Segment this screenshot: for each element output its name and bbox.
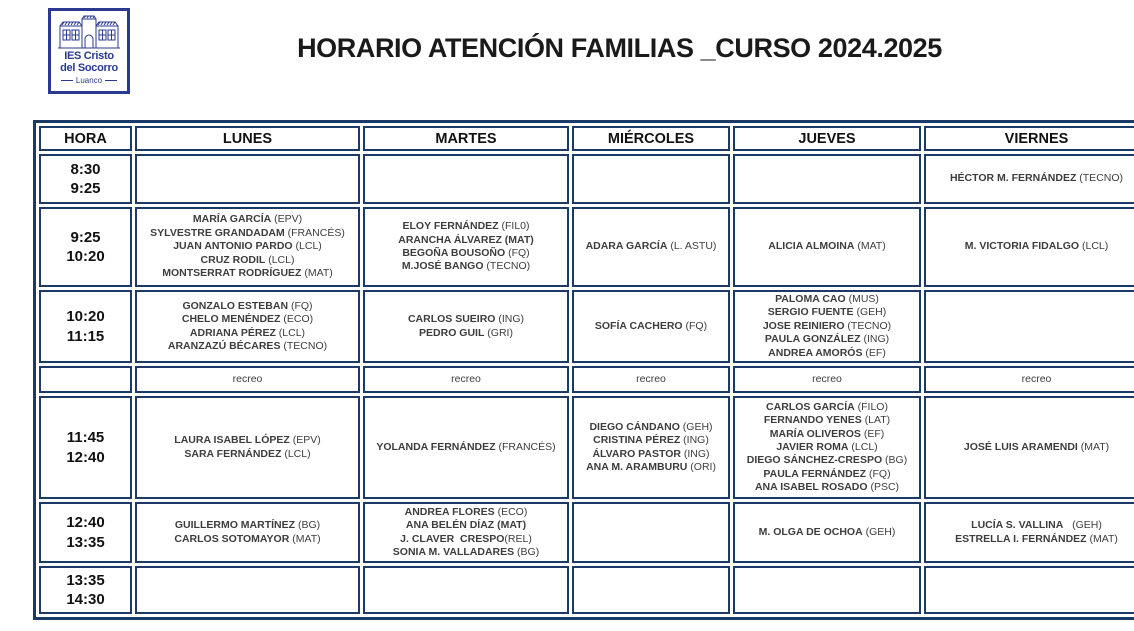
town-rule-right	[105, 80, 117, 81]
schedule-cell-viernes	[924, 290, 1134, 363]
teacher-entry	[140, 340, 355, 353]
teacher-entry	[140, 300, 355, 313]
teacher-subject: (LCL)	[292, 240, 322, 253]
teacher-name: PEDRO GUIL	[419, 326, 485, 339]
teacher-subject: (FQ)	[288, 299, 313, 312]
teacher-name: PAULA FERNÁNDEZ	[763, 467, 867, 480]
schedule-cell-martes	[363, 502, 569, 563]
teacher-name: CARLOS SOTOMAYOR	[174, 532, 290, 545]
teacher-subject: (ING)	[860, 333, 890, 346]
schedule-cell-miércoles	[572, 290, 730, 363]
teacher-subject: (FRANCÉS)	[284, 226, 345, 239]
teacher-name: M. VICTORIA FIDALGO	[964, 240, 1080, 253]
teacher-name: ARANZAZÚ BÉCARES	[167, 340, 281, 353]
teacher-entry	[738, 454, 916, 467]
teacher-subject: (ING)	[680, 447, 710, 460]
teacher-name: CARLOS GARCÍA	[766, 400, 855, 413]
teacher-name: SOFÍA CACHERO	[594, 319, 683, 332]
teacher-subject: (TECNO)	[483, 260, 531, 273]
school-name-line2: del Socorro	[60, 62, 118, 74]
teacher-subject: (BG)	[882, 454, 908, 467]
teacher-name: HÉCTOR M. FERNÁNDEZ	[949, 172, 1077, 185]
teacher-entry	[368, 533, 564, 546]
teacher-subject: (GRI)	[484, 326, 513, 339]
time-start: 10:20	[66, 308, 105, 326]
teacher-subject: (MAT)	[501, 233, 534, 246]
time-cell	[39, 154, 132, 204]
teacher-subject: (FIL0)	[498, 220, 530, 233]
teacher-name: CRISTINA PÉREZ	[593, 434, 681, 447]
teacher-subject: (EPV)	[289, 434, 321, 447]
teacher-entry	[140, 519, 355, 532]
teacher-name: DIEGO CÁNDANO	[589, 420, 680, 433]
teacher-subject: (GEH)	[1063, 519, 1102, 532]
teacher-name: FERNANDO YENES	[763, 414, 862, 427]
teacher-name: ALICIA ALMOINA	[768, 240, 855, 253]
school-name-line1: IES Cristo	[64, 50, 114, 62]
teacher-name: LAURA ISABEL LÓPEZ	[174, 434, 290, 447]
teacher-subject: (FQ)	[866, 467, 891, 480]
teacher-name: PALOMA CAO	[775, 293, 846, 305]
schedule-cell-lunes	[135, 154, 360, 204]
teacher-entry	[738, 333, 916, 346]
teacher-subject: (TECNO)	[280, 340, 328, 353]
page-title: HORARIO ATENCIÓN FAMILIAS _CURSO 2024.2025	[297, 33, 942, 63]
teacher-subject: (ING)	[680, 434, 709, 447]
teacher-subject: (ECO)	[494, 505, 528, 518]
teacher-entry	[140, 227, 355, 240]
teacher-name: ELOY FERNÁNDEZ	[402, 220, 499, 233]
teacher-subject: (MAT)	[1086, 532, 1118, 545]
teacher-name: M. OLGA DE OCHOA	[758, 525, 863, 538]
teacher-subject: (TECNO)	[1076, 172, 1124, 185]
teacher-entry	[929, 441, 1134, 454]
teacher-entry	[368, 247, 564, 260]
teacher-subject: (TECNO)	[844, 319, 892, 332]
schedule-cell-viernes	[924, 207, 1134, 287]
teacher-entry	[738, 526, 916, 539]
teacher-name: ANDREA FLORES	[404, 505, 495, 518]
teacher-entry	[738, 401, 916, 414]
schedule-cell-lunes	[135, 396, 360, 499]
teacher-subject: (REL)	[504, 532, 532, 545]
teacher-entry	[738, 293, 916, 306]
teacher-subject: (MUS)	[845, 293, 879, 305]
teacher-entry	[368, 506, 564, 519]
teacher-entry	[738, 428, 916, 441]
teacher-name: MARÍA OLIVEROS	[769, 427, 861, 440]
schedule-row	[39, 290, 1134, 363]
teacher-subject: (EF)	[862, 346, 886, 359]
teacher-subject: (LCL)	[275, 326, 306, 339]
teacher-name: ARANCHA ÁLVAREZ	[398, 233, 502, 246]
schedule-cell-viernes	[924, 154, 1134, 204]
column-header-jueves: JUEVES	[733, 126, 921, 151]
teacher-entry	[140, 327, 355, 340]
teacher-entry	[929, 172, 1134, 185]
schedule-cell-jueves	[733, 566, 921, 614]
column-header-lunes: LUNES	[135, 126, 360, 151]
schedule-cell-miércoles	[572, 566, 730, 614]
teacher-name: MARÍA GARCÍA	[192, 213, 272, 226]
teacher-subject: (BG)	[514, 546, 540, 559]
teacher-subject: (GEH)	[679, 420, 713, 433]
teacher-name: SONIA M. VALLADARES	[392, 546, 515, 559]
school-town	[51, 76, 127, 85]
teacher-subject: (PSC)	[867, 481, 900, 494]
teacher-subject: (LCL)	[1079, 240, 1109, 253]
column-header-hora: HORA	[39, 126, 132, 151]
teacher-name: YOLANDA FERNÁNDEZ	[376, 440, 496, 453]
teacher-subject: (GEH)	[862, 525, 896, 538]
teacher-name: ANDREA AMORÓS	[768, 346, 863, 359]
teacher-name: BEGOÑA BOUSOÑO	[402, 247, 506, 259]
break-cell-viernes: recreo	[924, 366, 1134, 393]
teacher-name: CRUZ RODIL	[200, 253, 266, 266]
town-rule-left	[61, 80, 73, 81]
time-cell	[39, 366, 132, 393]
teacher-name: GUILLERMO MARTÍNEZ	[174, 519, 296, 532]
teacher-subject: (L. ASTU)	[667, 240, 717, 253]
teacher-name: ANA M. ARAMBURU	[586, 461, 688, 474]
teacher-name: ANA BELÉN DÍAZ	[405, 519, 495, 532]
schedule-cell-miércoles	[572, 154, 730, 204]
time-start: 8:30	[70, 160, 101, 178]
teacher-name: JOSE REINIERO	[762, 319, 845, 332]
time-cell	[39, 290, 132, 363]
teacher-name: ADRIANA PÉREZ	[189, 326, 276, 339]
schedule-cell-jueves	[733, 396, 921, 499]
teacher-entry	[140, 313, 355, 326]
teacher-entry	[929, 519, 1134, 532]
schedule-cell-viernes	[924, 566, 1134, 614]
teacher-entry	[140, 448, 355, 461]
teacher-entry	[140, 254, 355, 267]
break-cell-lunes: recreo	[135, 366, 360, 393]
schedule-table	[33, 120, 1134, 620]
teacher-name: JAVIER ROMA	[776, 440, 849, 453]
teacher-name: GONZALO ESTEBAN	[182, 299, 289, 312]
header-row	[39, 126, 1134, 151]
school-town-label: Luanco	[75, 76, 103, 85]
teacher-entry	[140, 434, 355, 447]
teacher-entry	[738, 347, 916, 360]
schedule-cell-viernes	[924, 396, 1134, 499]
column-header-martes: MARTES	[363, 126, 569, 151]
teacher-entry	[577, 461, 725, 474]
teacher-entry	[929, 240, 1134, 253]
teacher-subject: (FQ)	[682, 319, 708, 332]
teacher-entry	[738, 240, 916, 253]
time-start: 12:40	[66, 514, 105, 532]
column-header-miércoles: MIÉRCOLES	[572, 126, 730, 151]
schedule-cell-martes	[363, 566, 569, 614]
schedule-cell-miércoles	[572, 502, 730, 563]
time-start: 11:45	[66, 429, 105, 447]
teacher-entry	[140, 213, 355, 226]
teacher-subject: (MAT)	[1077, 440, 1110, 453]
column-header-viernes: VIERNES	[924, 126, 1134, 151]
teacher-entry	[577, 320, 725, 333]
teacher-subject: (ECO)	[280, 313, 314, 326]
schedule-row	[39, 207, 1134, 287]
schedule-row	[39, 566, 1134, 614]
teacher-subject: (LCL)	[281, 447, 311, 460]
schedule-cell-lunes	[135, 502, 360, 563]
teacher-entry	[577, 240, 725, 253]
teacher-name: PAULA GONZÁLEZ	[764, 333, 861, 346]
teacher-entry	[738, 481, 916, 494]
schedule-cell-jueves	[733, 207, 921, 287]
schedule-cell-jueves	[733, 154, 921, 204]
schedule-cell-martes	[363, 207, 569, 287]
teacher-entry	[368, 220, 564, 233]
teacher-entry	[577, 421, 725, 434]
schedule-cell-lunes	[135, 290, 360, 363]
teacher-name: ANA ISABEL ROSADO	[754, 481, 868, 494]
teacher-subject: (BG)	[295, 519, 321, 532]
teacher-subject: (EF)	[860, 427, 885, 440]
schedule-cell-jueves	[733, 290, 921, 363]
teacher-name: DIEGO SÁNCHEZ-CRESPO	[746, 454, 883, 467]
schedule-cell-lunes	[135, 207, 360, 287]
teacher-entry	[738, 414, 916, 427]
teacher-entry	[738, 320, 916, 333]
time-cell	[39, 502, 132, 563]
teacher-name: SARA FERNÁNDEZ	[184, 447, 282, 460]
time-end: 11:15	[66, 327, 105, 345]
time-cell	[39, 396, 132, 499]
teacher-name: ESTRELLA I. FERNÁNDEZ	[955, 532, 1087, 545]
teacher-subject: (MAT)	[289, 532, 321, 545]
teacher-entry	[368, 519, 564, 532]
schedule-row	[39, 396, 1134, 499]
teacher-entry	[368, 234, 564, 247]
time-end: 10:20	[66, 248, 105, 265]
schedule-cell-jueves	[733, 502, 921, 563]
time-end: 13:35	[66, 533, 105, 551]
teacher-entry	[140, 267, 355, 280]
teacher-subject: (EPV)	[271, 213, 303, 226]
teacher-entry	[738, 468, 916, 481]
time-start: 9:25	[70, 228, 101, 246]
teacher-subject: (ING)	[495, 313, 525, 326]
teacher-subject: (FRANCÉS)	[495, 440, 556, 453]
teacher-subject: (LCL)	[265, 253, 295, 266]
teacher-subject: (MAT)	[854, 240, 886, 253]
teacher-name: JUAN ANTONIO PARDO	[173, 240, 293, 253]
time-cell	[39, 207, 132, 287]
teacher-name: ADARA GARCÍA	[585, 240, 668, 253]
teacher-name: SYLVESTRE GRANDADAM	[150, 226, 285, 239]
teacher-name: SERGIO FUENTE	[767, 306, 854, 319]
teacher-name: JOSÉ LUIS ARAMENDI	[963, 440, 1078, 453]
teacher-entry	[368, 441, 564, 454]
teacher-subject: (LCL)	[848, 440, 878, 453]
teacher-entry	[368, 546, 564, 559]
time-end: 12:40	[66, 448, 105, 466]
teacher-name: ÁLVARO PASTOR	[592, 447, 681, 460]
teacher-name: CARLOS SUEIRO	[407, 313, 496, 326]
teacher-subject: (FILO)	[854, 400, 888, 413]
schedule-table-wrapper	[33, 120, 1134, 620]
teacher-name: MONTSERRAT RODRÍGUEZ	[162, 267, 302, 280]
schedule-cell-martes	[363, 290, 569, 363]
teacher-subject: (GEH)	[853, 306, 887, 319]
schedule-cell-lunes	[135, 566, 360, 614]
time-cell	[39, 566, 132, 614]
schedule-cell-martes	[363, 154, 569, 204]
teacher-name: LUCÍA S. VALLINA	[971, 519, 1064, 532]
teacher-subject: (MAT)	[494, 519, 527, 532]
schedule-row	[39, 154, 1134, 204]
break-cell-martes: recreo	[363, 366, 569, 393]
time-end: 9:25	[70, 180, 101, 197]
teacher-subject: (MAT)	[301, 267, 333, 280]
teacher-entry	[738, 306, 916, 319]
break-cell-jueves: recreo	[733, 366, 921, 393]
schedule-cell-miércoles	[572, 396, 730, 499]
teacher-entry	[577, 434, 725, 447]
break-row	[39, 366, 1134, 393]
teacher-name: CHELO MENÉNDEZ	[181, 313, 281, 326]
schedule-cell-viernes	[924, 502, 1134, 563]
teacher-entry	[140, 240, 355, 253]
teacher-subject: (LAT)	[861, 414, 891, 427]
teacher-subject: (ORI)	[687, 461, 716, 474]
break-cell-miércoles: recreo	[572, 366, 730, 393]
teacher-entry	[140, 533, 355, 546]
teacher-entry	[738, 441, 916, 454]
teacher-entry	[929, 533, 1134, 546]
time-end: 14:30	[66, 591, 105, 609]
teacher-entry	[368, 313, 564, 326]
teacher-name: M.JOSÉ BANGO	[401, 260, 484, 273]
teacher-entry	[368, 327, 564, 340]
schedule-cell-martes	[363, 396, 569, 499]
teacher-entry	[577, 448, 725, 461]
teacher-name: J. CLAVER CRESPO	[400, 532, 505, 545]
schedule-row	[39, 502, 1134, 563]
teacher-entry	[368, 260, 564, 273]
teacher-subject: (FQ)	[505, 247, 530, 259]
schedule-cell-miércoles	[572, 207, 730, 287]
time-start: 13:35	[66, 571, 105, 589]
